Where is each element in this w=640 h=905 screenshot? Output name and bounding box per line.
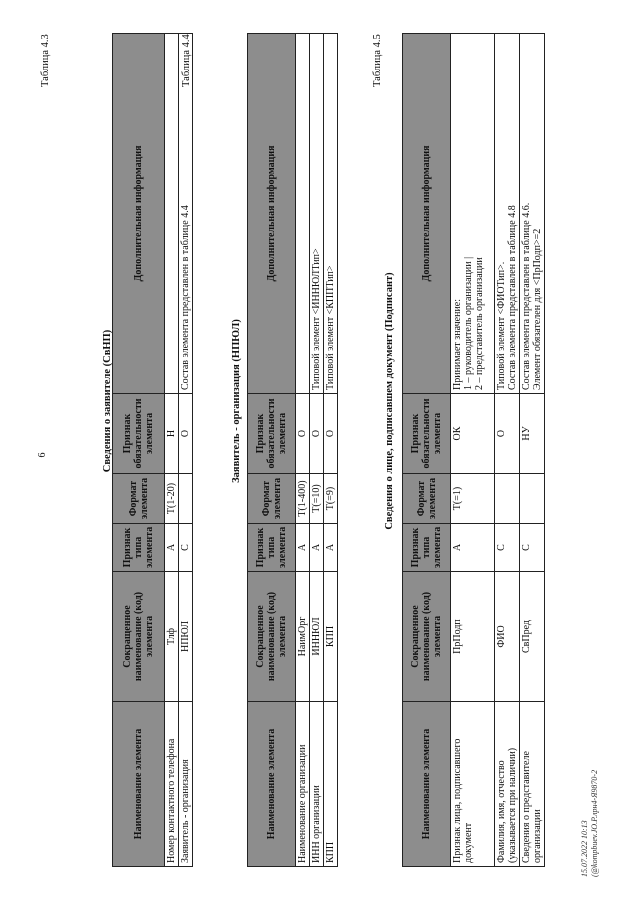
cell: А [310, 524, 324, 572]
col-header: Наименование элемента [113, 702, 165, 867]
cell: Фамилия, имя, отчество (указывается при наличии) [495, 702, 520, 867]
col-header: Формат элемента [403, 474, 451, 524]
col-header: Сокращенное наименование (код) элемента [248, 572, 296, 702]
cell: НУ [520, 394, 545, 474]
cell: T(1-400) [296, 474, 310, 524]
cell: НаимОрг [296, 572, 310, 702]
col-header: Признак типа элемента [113, 524, 165, 572]
cell: А [451, 524, 495, 572]
col-header: Дополнительная информация [113, 34, 165, 394]
table-4-3 [112, 33, 193, 867]
cell: А [165, 524, 179, 572]
cell: КПП [324, 572, 338, 702]
cell: ИНН организации [310, 702, 324, 867]
cell: СвПред [520, 572, 545, 702]
cell: Состав элемента представлен в таблице 4.4 [179, 34, 193, 394]
cell: О [296, 394, 310, 474]
cell: T(1-20) [165, 474, 179, 524]
cell: T(=10) [310, 474, 324, 524]
col-header: Признак типа элемента [403, 524, 451, 572]
col-header: Дополнительная информация [403, 34, 451, 394]
cell: Типовой элемент <КППТип> [324, 34, 338, 394]
cell: А [324, 524, 338, 572]
cell: А [296, 524, 310, 572]
cell: О [495, 394, 520, 474]
cell: О [310, 394, 324, 474]
cell: С [520, 524, 545, 572]
col-header: Дополнительная информация [248, 34, 296, 394]
page-number: 6 [37, 452, 48, 458]
cell: О [179, 394, 193, 474]
cell: Номер контактного телефона [165, 702, 179, 867]
info-line: Принимает значение: [452, 298, 463, 390]
table-4-5-title: Сведения о лице, подписавшем документ (Подписант) [384, 272, 395, 530]
col-header: Признак обязательности элемента [113, 394, 165, 474]
info-line: Состав элемента представлен в таблице 4.8 [507, 205, 518, 390]
stamp-line: (@kompbuev.JO.P.лрн4-Я9870-2 [589, 769, 599, 877]
table-4-4-caption: Таблица 4.4 [181, 34, 192, 87]
table-row [310, 34, 324, 867]
table-4-3-caption: Таблица 4.3 [40, 34, 51, 87]
cell: T(=9) [324, 474, 338, 524]
cell: Типовой элемент <ИННЮЛТип> [310, 34, 324, 394]
cell: Н [165, 394, 179, 474]
table-4-4-title: Заявитель - организация (НПЮЛ) [231, 319, 242, 483]
table-row [165, 34, 179, 867]
col-header: Сокращенное наименование (код) элемента [403, 572, 451, 702]
cell [296, 34, 310, 394]
cell [495, 34, 520, 394]
table-4-5-caption: Таблица 4.5 [372, 34, 383, 87]
col-header: Сокращенное наименование (код) элемента [113, 572, 165, 702]
col-header: Признак обязательности элемента [403, 394, 451, 474]
col-header: Признак типа элемента [248, 524, 296, 572]
table-header-row [403, 34, 451, 867]
cell: С [179, 524, 193, 572]
cell [495, 474, 520, 524]
cell [179, 474, 193, 524]
cell: КПП [324, 702, 338, 867]
info-line: 2 – представитель организации [474, 257, 485, 390]
table-header-row [113, 34, 165, 867]
cell [520, 34, 545, 394]
cell: T(=1) [451, 474, 495, 524]
col-header: Наименование элемента [248, 702, 296, 867]
info-line: Элемент обязателен для <ПрПодп>=2 [532, 228, 543, 390]
cell [451, 34, 495, 394]
cell: О [324, 394, 338, 474]
stamp-line: 15.07.2022 10:13 [580, 820, 589, 877]
print-stamp [580, 770, 599, 877]
table-row [324, 34, 338, 867]
table-header-row [248, 34, 296, 867]
col-header: Формат элемента [248, 474, 296, 524]
cell: Признак лица, подписавшего документ [451, 702, 495, 867]
cell: ОК [451, 394, 495, 474]
table-row [451, 34, 495, 867]
table-row [495, 34, 520, 867]
table-4-3-title: Сведения о заявителе (СвНП) [102, 329, 113, 473]
col-header: Формат элемента [113, 474, 165, 524]
cell: Заявитель - организация [179, 702, 193, 867]
cell: Тлф [165, 572, 179, 702]
info-line: 1 – руководитель организации | [463, 256, 474, 390]
table-4-4 [247, 33, 338, 867]
cell: ПрПодп [451, 572, 495, 702]
col-header: Наименование элемента [403, 702, 451, 867]
cell: Сведения о представителе организации [520, 702, 545, 867]
table-4-5 [402, 33, 545, 867]
table-row [296, 34, 310, 867]
cell: Наименование организации [296, 702, 310, 867]
table-row [179, 34, 193, 867]
table-row [520, 34, 545, 867]
info-line: Состав элемента представлен в таблице 4.6. [521, 202, 532, 390]
cell [165, 34, 179, 394]
cell [520, 474, 545, 524]
cell: НПЮЛ [179, 572, 193, 702]
info-line: Типовой элемент <ФИОТип>. [496, 261, 507, 390]
cell: ФИО [495, 572, 520, 702]
cell: С [495, 524, 520, 572]
cell: ИННЮЛ [310, 572, 324, 702]
col-header: Признак обязательности элемента [248, 394, 296, 474]
